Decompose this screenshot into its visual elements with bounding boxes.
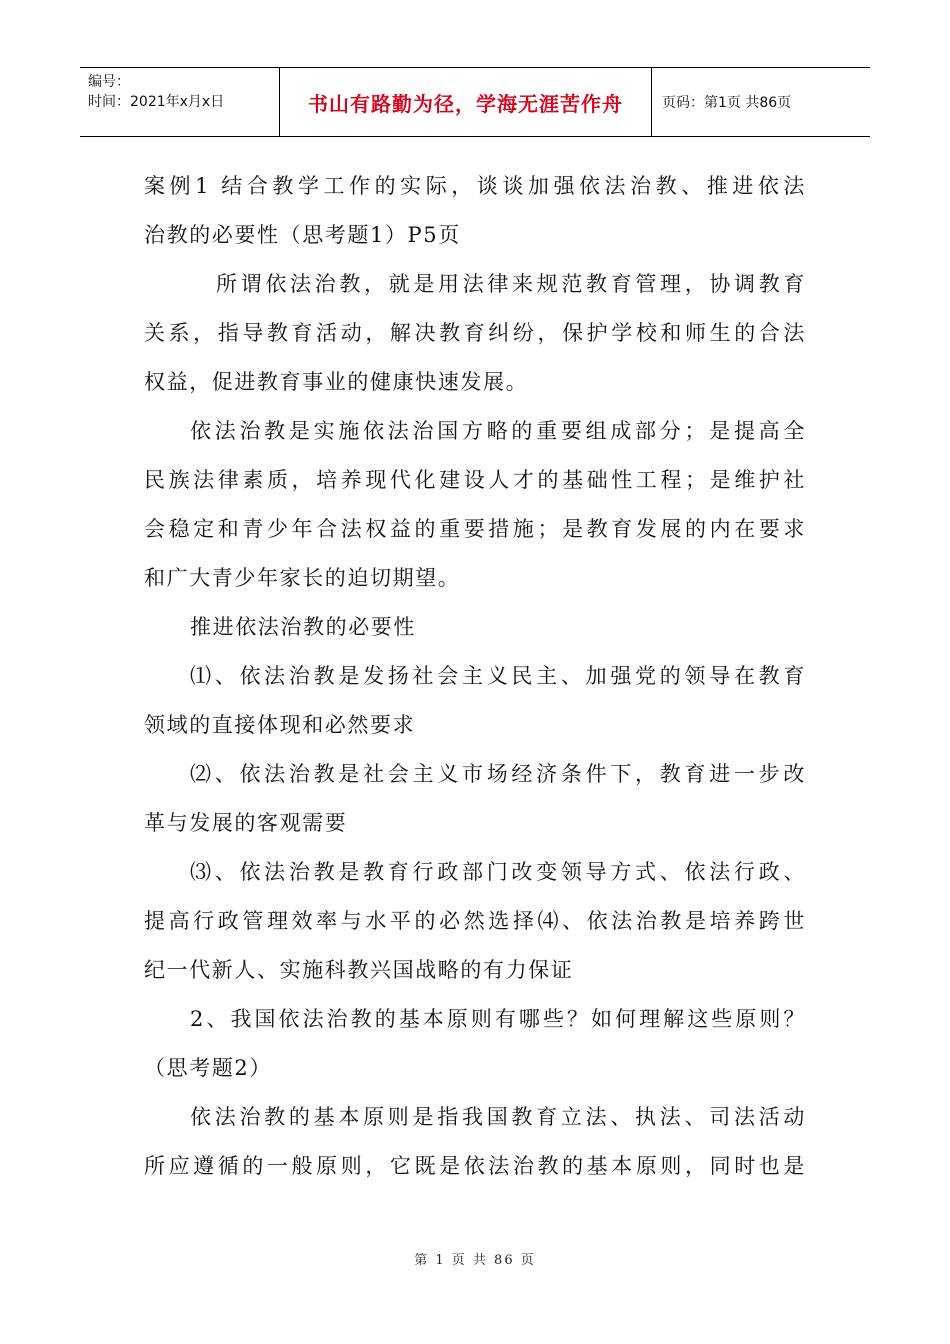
- text-line: 治教的必要性（思考题1）P5页: [144, 223, 461, 247]
- document-body: [144, 162, 806, 1191]
- text-line: 纪一代新人、实施科教兴国战略的有力保证: [144, 958, 574, 982]
- text-line: 权益，促进教育事业的健康快速发展。: [144, 370, 529, 394]
- text-line: 推进依法治教的必要性: [190, 615, 416, 639]
- page-info: 页码：第1页 共86页: [662, 95, 792, 111]
- text-line: （思考题2）: [144, 1056, 272, 1080]
- text-line: ⑶、依法治教是教育行政部门改变领导方式、依法行政、: [190, 860, 806, 884]
- header-meta: [80, 68, 280, 136]
- header-page-cell: [652, 68, 870, 136]
- text-line: 提高行政管理效率与水平的必然选择⑷、依法治教是培养跨世: [144, 909, 806, 933]
- header-motto-cell: [280, 68, 652, 136]
- text-line: 2、我国依法治教的基本原则有哪些？如何理解这些原则？: [190, 1007, 806, 1031]
- time-label: 时间：2021年x月x日: [88, 94, 225, 110]
- code-label: 编号：: [88, 74, 130, 90]
- page-header: [80, 67, 870, 137]
- page-footer: 第 1 页 共 86 页: [414, 1253, 536, 1268]
- text-line: ⑵、依法治教是社会主义市场经济条件下，教育进一步改: [190, 762, 806, 786]
- text-line: 所应遵循的一般原则，它既是依法治教的基本原则，同时也是: [144, 1154, 806, 1178]
- text-line: 民族法律素质，培养现代化建设人才的基础性工程；是维护社: [144, 468, 806, 492]
- text-line: 案例1 结合教学工作的实际，谈谈加强依法治教、推进依法: [144, 174, 806, 198]
- text-line: 依法治教的基本原则是指我国教育立法、执法、司法活动: [190, 1105, 806, 1129]
- text-line: ⑴、依法治教是发扬社会主义民主、加强党的领导在教育: [190, 664, 806, 688]
- text-line: 会稳定和青少年合法权益的重要措施；是教育发展的内在要求: [144, 517, 806, 541]
- text-line: 革与发展的客观需要: [144, 811, 348, 835]
- text-line: 所谓依法治教，就是用法律来规范教育管理，协调教育: [216, 272, 806, 296]
- text-line: 领域的直接体现和必然要求: [144, 713, 416, 737]
- text-line: 依法治教是实施依法治国方略的重要组成部分；是提高全: [190, 419, 806, 443]
- text-line: 和广大青少年家长的迫切期望。: [144, 566, 461, 590]
- text-line: 关系，指导教育活动，解决教育纠纷，保护学校和师生的合法: [144, 321, 806, 345]
- motto: 书山有路勤为径，学海无涯苦作舟: [308, 91, 623, 116]
